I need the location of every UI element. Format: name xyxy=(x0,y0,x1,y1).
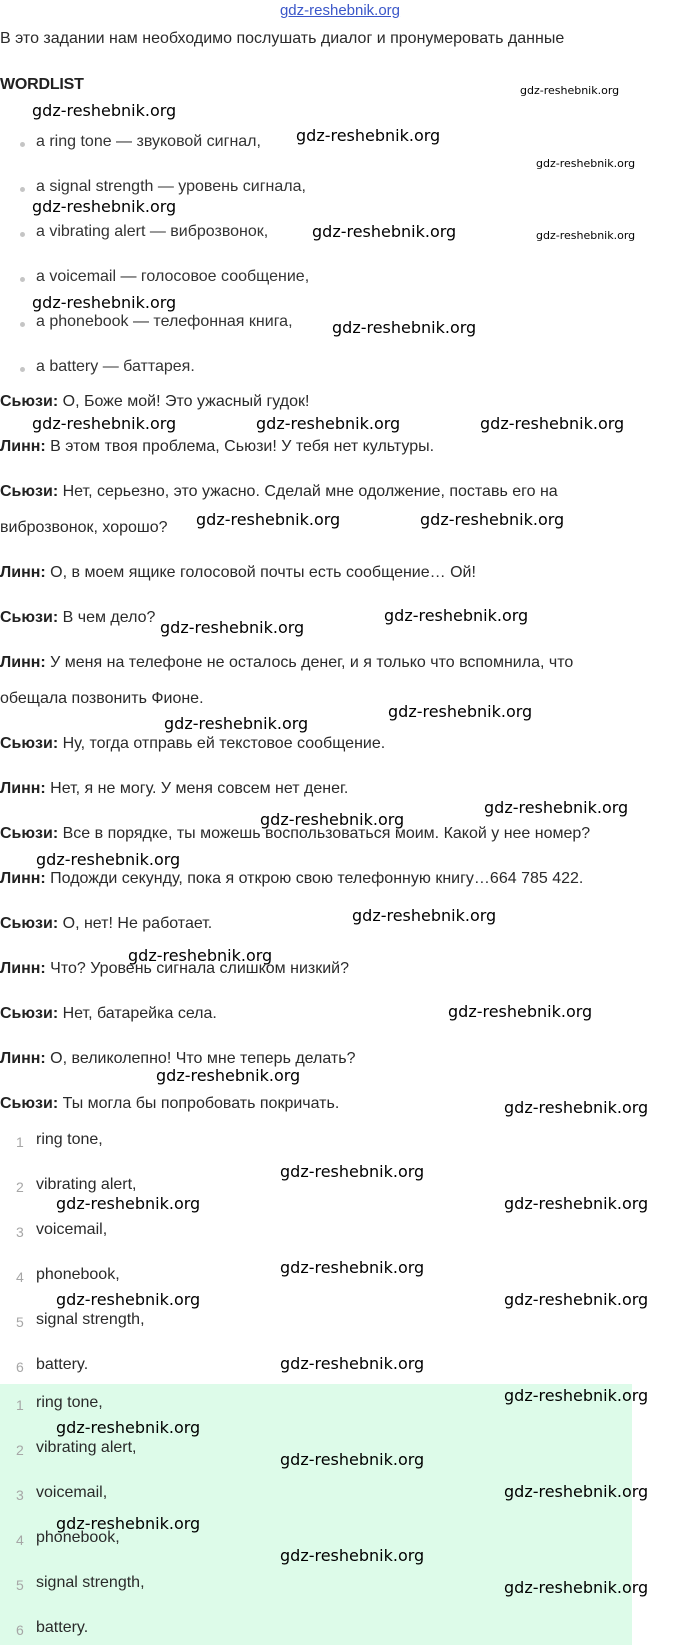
answer-number: 4 xyxy=(16,1532,24,1548)
answer-number: 2 xyxy=(16,1442,24,1458)
wordlist-item: a ring tone — звуковой сигнал, xyxy=(36,133,261,151)
answer-number: 3 xyxy=(16,1487,24,1503)
dialogue-line: Линн: О, в моем ящике голосовой почты есть сообщение… Ой! xyxy=(0,564,476,581)
list-number: 6 xyxy=(16,1359,24,1375)
watermark: gdz-reshebnik.org xyxy=(352,906,497,925)
dialogue-line: Линн: Что? Уровень сигнала слишком низкий? xyxy=(0,960,350,977)
watermark: gdz-reshebnik.org xyxy=(280,1450,425,1469)
dialogue-line: Сьюзи: Ты могла бы попробовать покричать. xyxy=(0,1095,340,1112)
list-item: voicemail, xyxy=(36,1221,108,1238)
answer-item: ring tone, xyxy=(36,1394,103,1411)
wordlist-item: a vibrating alert — виброзвонок, xyxy=(36,223,268,241)
watermark: gdz-reshebnik.org xyxy=(280,1546,425,1565)
task-intro: В это задании нам необходимо послушать диалог и пронумеровать данные xyxy=(0,30,565,47)
watermark: gdz-reshebnik.org xyxy=(260,810,405,829)
bullet-dot-icon xyxy=(20,187,25,192)
watermark: gdz-reshebnik.org xyxy=(480,414,625,433)
list-item: phonebook, xyxy=(36,1266,120,1283)
dialogue-line: Линн: У меня на телефоне не осталось денег, и я только что вспомнила, что xyxy=(0,654,574,671)
dialogue-line: Сьюзи: О, нет! Не работает. xyxy=(0,915,213,932)
watermark: gdz-reshebnik.org xyxy=(504,1386,649,1405)
watermark: gdz-reshebnik.org xyxy=(332,318,477,337)
watermark: gdz-reshebnik.org xyxy=(448,1002,593,1021)
watermark: gdz-reshebnik.org xyxy=(504,1482,649,1501)
watermark: gdz-reshebnik.org xyxy=(504,1290,649,1309)
watermark: gdz-reshebnik.org xyxy=(280,1162,425,1181)
wordlist-item: a voicemail — голосовое сообщение, xyxy=(36,268,309,286)
bullet-dot-icon xyxy=(20,322,25,327)
watermark: gdz-reshebnik.org xyxy=(520,84,620,97)
list-item: vibrating alert, xyxy=(36,1176,137,1193)
watermark: gdz-reshebnik.org xyxy=(32,293,177,312)
answer-number: 1 xyxy=(16,1397,24,1413)
watermark: gdz-reshebnik.org xyxy=(32,414,177,433)
list-item: signal strength, xyxy=(36,1311,145,1328)
list-number: 1 xyxy=(16,1134,24,1150)
list-number: 3 xyxy=(16,1224,24,1240)
dialogue-line: Линн: В этом твоя проблема, Сьюзи! У тебя нет культуры. xyxy=(0,438,435,455)
watermark: gdz-reshebnik.org xyxy=(280,1354,425,1373)
answer-item: battery. xyxy=(36,1619,89,1636)
watermark: gdz-reshebnik.org xyxy=(36,850,181,869)
wordlist-item: a phonebook — телефонная книга, xyxy=(36,313,293,331)
watermark: gdz-reshebnik.org xyxy=(504,1578,649,1597)
watermark: gdz-reshebnik.org xyxy=(256,414,401,433)
bullet-dot-icon xyxy=(20,142,25,147)
dialogue-line: Сьюзи: В чем дело? xyxy=(0,609,156,626)
answer-number: 6 xyxy=(16,1622,24,1638)
dialogue-line-continued: виброзвонок, хорошо? xyxy=(0,519,168,536)
answer-item: voicemail, xyxy=(36,1484,108,1501)
watermark: gdz-reshebnik.org xyxy=(384,606,529,625)
list-item: battery. xyxy=(36,1356,89,1373)
dialogue-line: Линн: Подожди секунду, пока я открою свою телефонную книгу…664 785 422. xyxy=(0,870,584,887)
dialogue-line: Линн: Нет, я не могу. У меня совсем нет денег. xyxy=(0,780,349,797)
watermark: gdz-reshebnik.org xyxy=(420,510,565,529)
wordlist-item: a battery — баттарея. xyxy=(36,358,195,376)
watermark: gdz-reshebnik.org xyxy=(536,157,636,170)
wordlist-item: a signal strength — уровень сигнала, xyxy=(36,178,306,196)
watermark: gdz-reshebnik.org xyxy=(280,1258,425,1277)
bullet-dot-icon xyxy=(20,232,25,237)
bullet-dot-icon xyxy=(20,367,25,372)
bullet-dot-icon xyxy=(20,277,25,282)
watermark: gdz-reshebnik.org xyxy=(196,510,341,529)
site-link[interactable]: gdz-reshebnik.org xyxy=(279,2,401,19)
watermark: gdz-reshebnik.org xyxy=(388,702,533,721)
list-number: 4 xyxy=(16,1269,24,1285)
watermark: gdz-reshebnik.org xyxy=(504,1194,649,1213)
watermark: gdz-reshebnik.org xyxy=(296,126,441,145)
watermark: gdz-reshebnik.org xyxy=(56,1290,201,1309)
list-item: ring tone, xyxy=(36,1131,103,1148)
list-number: 5 xyxy=(16,1314,24,1330)
dialogue-line: Линн: О, великолепно! Что мне теперь делать? xyxy=(0,1050,356,1067)
answer-item: signal strength, xyxy=(36,1574,145,1591)
watermark: gdz-reshebnik.org xyxy=(32,101,177,120)
watermark: gdz-reshebnik.org xyxy=(536,229,636,242)
watermark: gdz-reshebnik.org xyxy=(32,197,177,216)
watermark: gdz-reshebnik.org xyxy=(156,1066,301,1085)
dialogue-line-continued: обещала позвонить Фионе. xyxy=(0,690,204,707)
dialogue-line: Сьюзи: О, Боже мой! Это ужасный гудок! xyxy=(0,393,310,410)
dialogue-line: Сьюзи: Ну, тогда отправь ей текстовое сообщение. xyxy=(0,735,386,752)
watermark: gdz-reshebnik.org xyxy=(128,946,273,965)
answer-item: phonebook, xyxy=(36,1529,120,1546)
watermark: gdz-reshebnik.org xyxy=(484,798,629,817)
wordlist-title: WORDLIST xyxy=(0,76,84,93)
list-number: 2 xyxy=(16,1179,24,1195)
watermark: gdz-reshebnik.org xyxy=(160,618,305,637)
watermark: gdz-reshebnik.org xyxy=(504,1098,649,1117)
answer-number: 5 xyxy=(16,1577,24,1593)
dialogue-line: Сьюзи: Нет, серьезно, это ужасно. Сделай мне одолжение, поставь его на xyxy=(0,483,558,500)
dialogue-line: Сьюзи: Нет, батарейка села. xyxy=(0,1005,217,1022)
watermark: gdz-reshebnik.org xyxy=(312,222,457,241)
watermark: gdz-reshebnik.org xyxy=(56,1194,201,1213)
answer-item: vibrating alert, xyxy=(36,1439,137,1456)
dialogue-line: Сьюзи: Все в порядке, ты можешь воспользоваться моим. Какой у нее номер? xyxy=(0,825,591,842)
watermark: gdz-reshebnik.org xyxy=(56,1418,201,1437)
watermark: gdz-reshebnik.org xyxy=(56,1514,201,1533)
watermark: gdz-reshebnik.org xyxy=(164,714,309,733)
